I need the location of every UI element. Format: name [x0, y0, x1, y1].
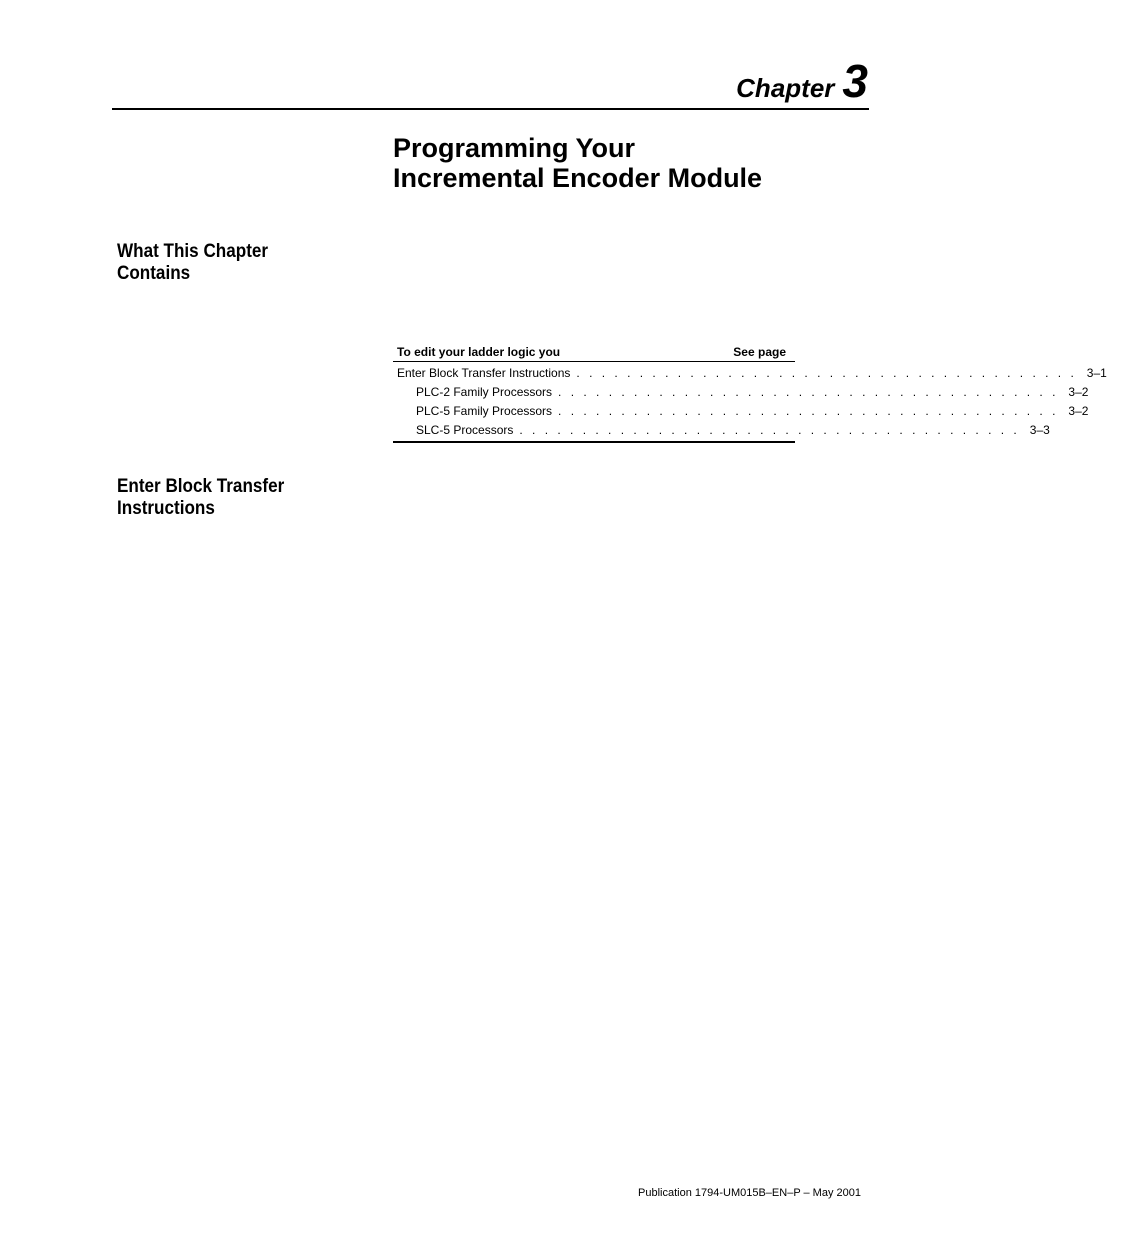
page-title-line2: Incremental Encoder Module	[393, 163, 763, 193]
toc-entry-label: SLC-5 Processors	[416, 423, 514, 437]
contents-table-header	[393, 345, 795, 362]
table-row	[393, 402, 1089, 421]
section-heading-line2: Contains	[117, 263, 191, 284]
chapter-number: 3	[842, 55, 868, 107]
dot-leader: . . . . . . . . . . . . . . . . . . . . . . . . . . . . . . . . . . . . . . . .	[576, 366, 1077, 380]
section-heading-chapter-contents	[117, 241, 268, 285]
dot-leader: . . . . . . . . . . . . . . . . . . . . . . . . . . . . . . . . . . . . . . . .	[558, 404, 1059, 418]
contents-table-body	[393, 362, 1107, 443]
chapter-heading	[736, 55, 868, 107]
page-title-line1: Programming Your	[393, 133, 636, 163]
chapter-label: Chapter	[736, 73, 835, 103]
toc-entry-label: PLC-2 Family Processors	[416, 385, 553, 399]
toc-entry-page: 3–2	[1068, 385, 1089, 399]
section-heading-line1: What This Chapter	[117, 241, 269, 262]
table-row	[393, 383, 1089, 402]
column-header-topic: To edit your ladder logic you	[397, 345, 561, 359]
page-title	[393, 133, 762, 193]
toc-entry-label: PLC-5 Family Processors	[416, 404, 553, 418]
toc-entry-page: 3–3	[1029, 423, 1050, 437]
chapter-divider	[112, 108, 869, 110]
column-header-page: See page	[733, 345, 786, 359]
dot-leader: . . . . . . . . . . . . . . . . . . . . . . . . . . . . . . . . . . . . . . . .	[558, 385, 1059, 399]
table-row	[393, 421, 1050, 440]
dot-leader: . . . . . . . . . . . . . . . . . . . . . . . . . . . . . . . . . . . . . . . .	[519, 423, 1020, 437]
section-heading-line2: Instructions	[117, 498, 215, 519]
toc-entry-label: Enter Block Transfer Instructions	[397, 366, 571, 380]
section-heading-line1: Enter Block Transfer	[117, 476, 285, 497]
contents-table	[393, 345, 1107, 443]
section-heading-block-transfer	[117, 476, 284, 520]
toc-entry-page: 3–2	[1068, 404, 1089, 418]
table-row	[393, 364, 1107, 383]
publication-footer: Publication 1794-UM015B–EN–P – May 2001	[638, 1187, 861, 1199]
toc-entry-page: 3–1	[1086, 366, 1107, 380]
